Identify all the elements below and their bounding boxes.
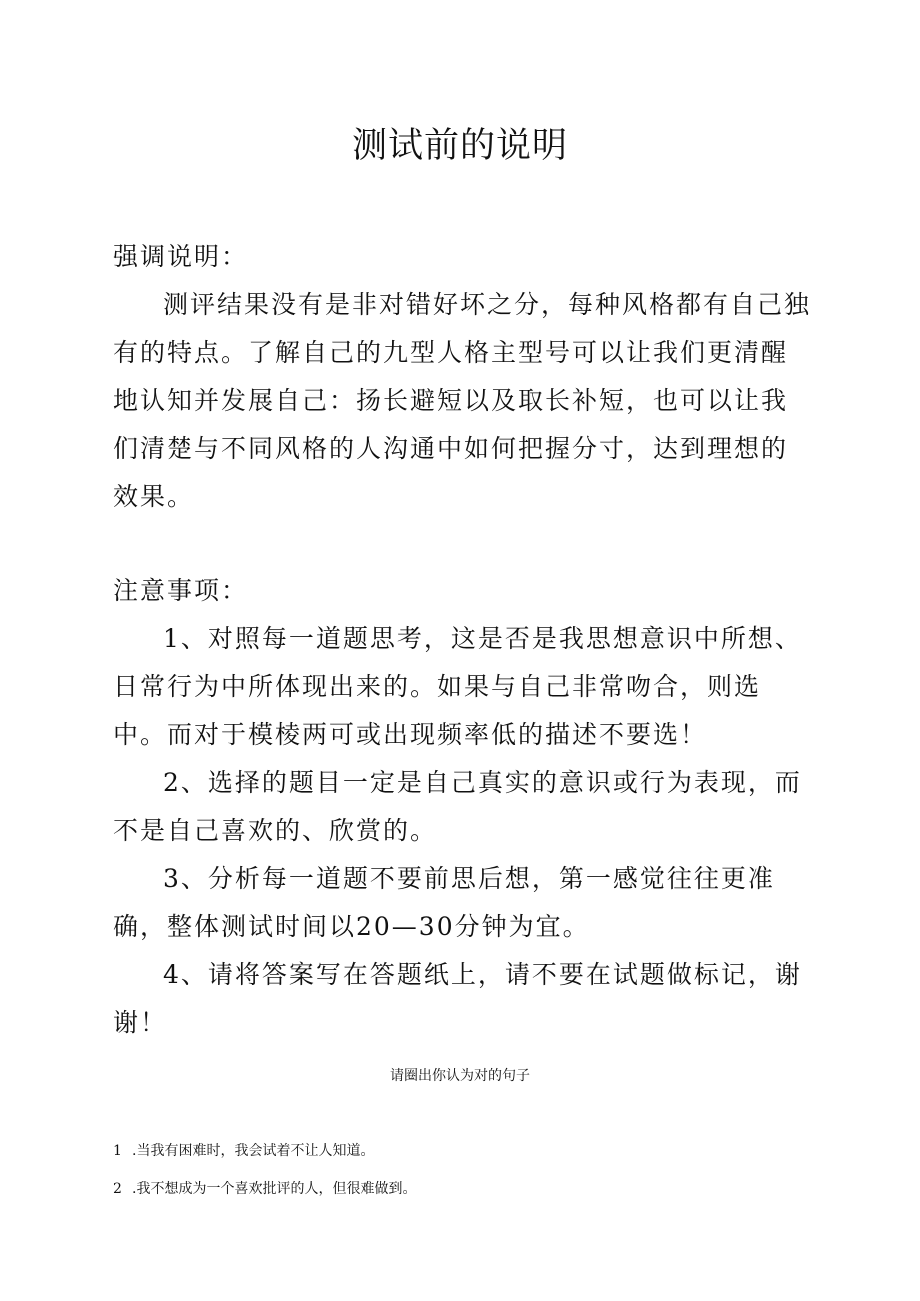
note-item-2: 2、选择的题目一定是自己真实的意识或行为表现，而不是自己喜欢的、欣赏的。 — [113, 768, 802, 845]
note-item-3: 3、分析每一道题不要前思后想，第一感觉往往更准确，整体测试时间以20—30分钟为宜。 — [113, 864, 775, 941]
page-title: 测试前的说明 — [351, 126, 568, 166]
question-number: 1 — [113, 1143, 122, 1159]
note-item-1: 1、对照每一道题思考，这是否是我思想意识中所想、日常行为中所体现出来的。如果与自己非常吻合，则选中。而对于模棱两可或出现频率低的描述不要选！ — [113, 624, 802, 749]
note-item-4: 4、请将答案写在答题纸上，请不要在试题做标记，谢谢！ — [113, 960, 802, 1037]
circle-instruction: 请圈出你认为对的句子 — [390, 1068, 530, 1084]
emphasis-section — [113, 233, 813, 521]
emphasis-paragraph: 测评结果没有是非对错好坏之分，每种风格都有自己独有的特点。了解自己的九型人格主型号可以让我们更清醒地认知并发展自己：扬长避短以及取长补短，也可以让我们清楚与不同风格的人沟通中如何把握分寸，达到理想的效果。 — [113, 290, 812, 511]
question-text: .当我有困难时，我会试着不让人知道。 — [132, 1143, 375, 1159]
question-number: 2 — [113, 1181, 122, 1197]
question-1 — [113, 1141, 813, 1161]
notes-section — [113, 567, 813, 1047]
emphasis-heading: 强调说明： — [113, 242, 249, 271]
question-2 — [113, 1179, 813, 1199]
notes-heading: 注意事项： — [113, 576, 249, 605]
question-text: .我不想成为一个喜欢批评的人，但很难做到。 — [132, 1181, 417, 1197]
